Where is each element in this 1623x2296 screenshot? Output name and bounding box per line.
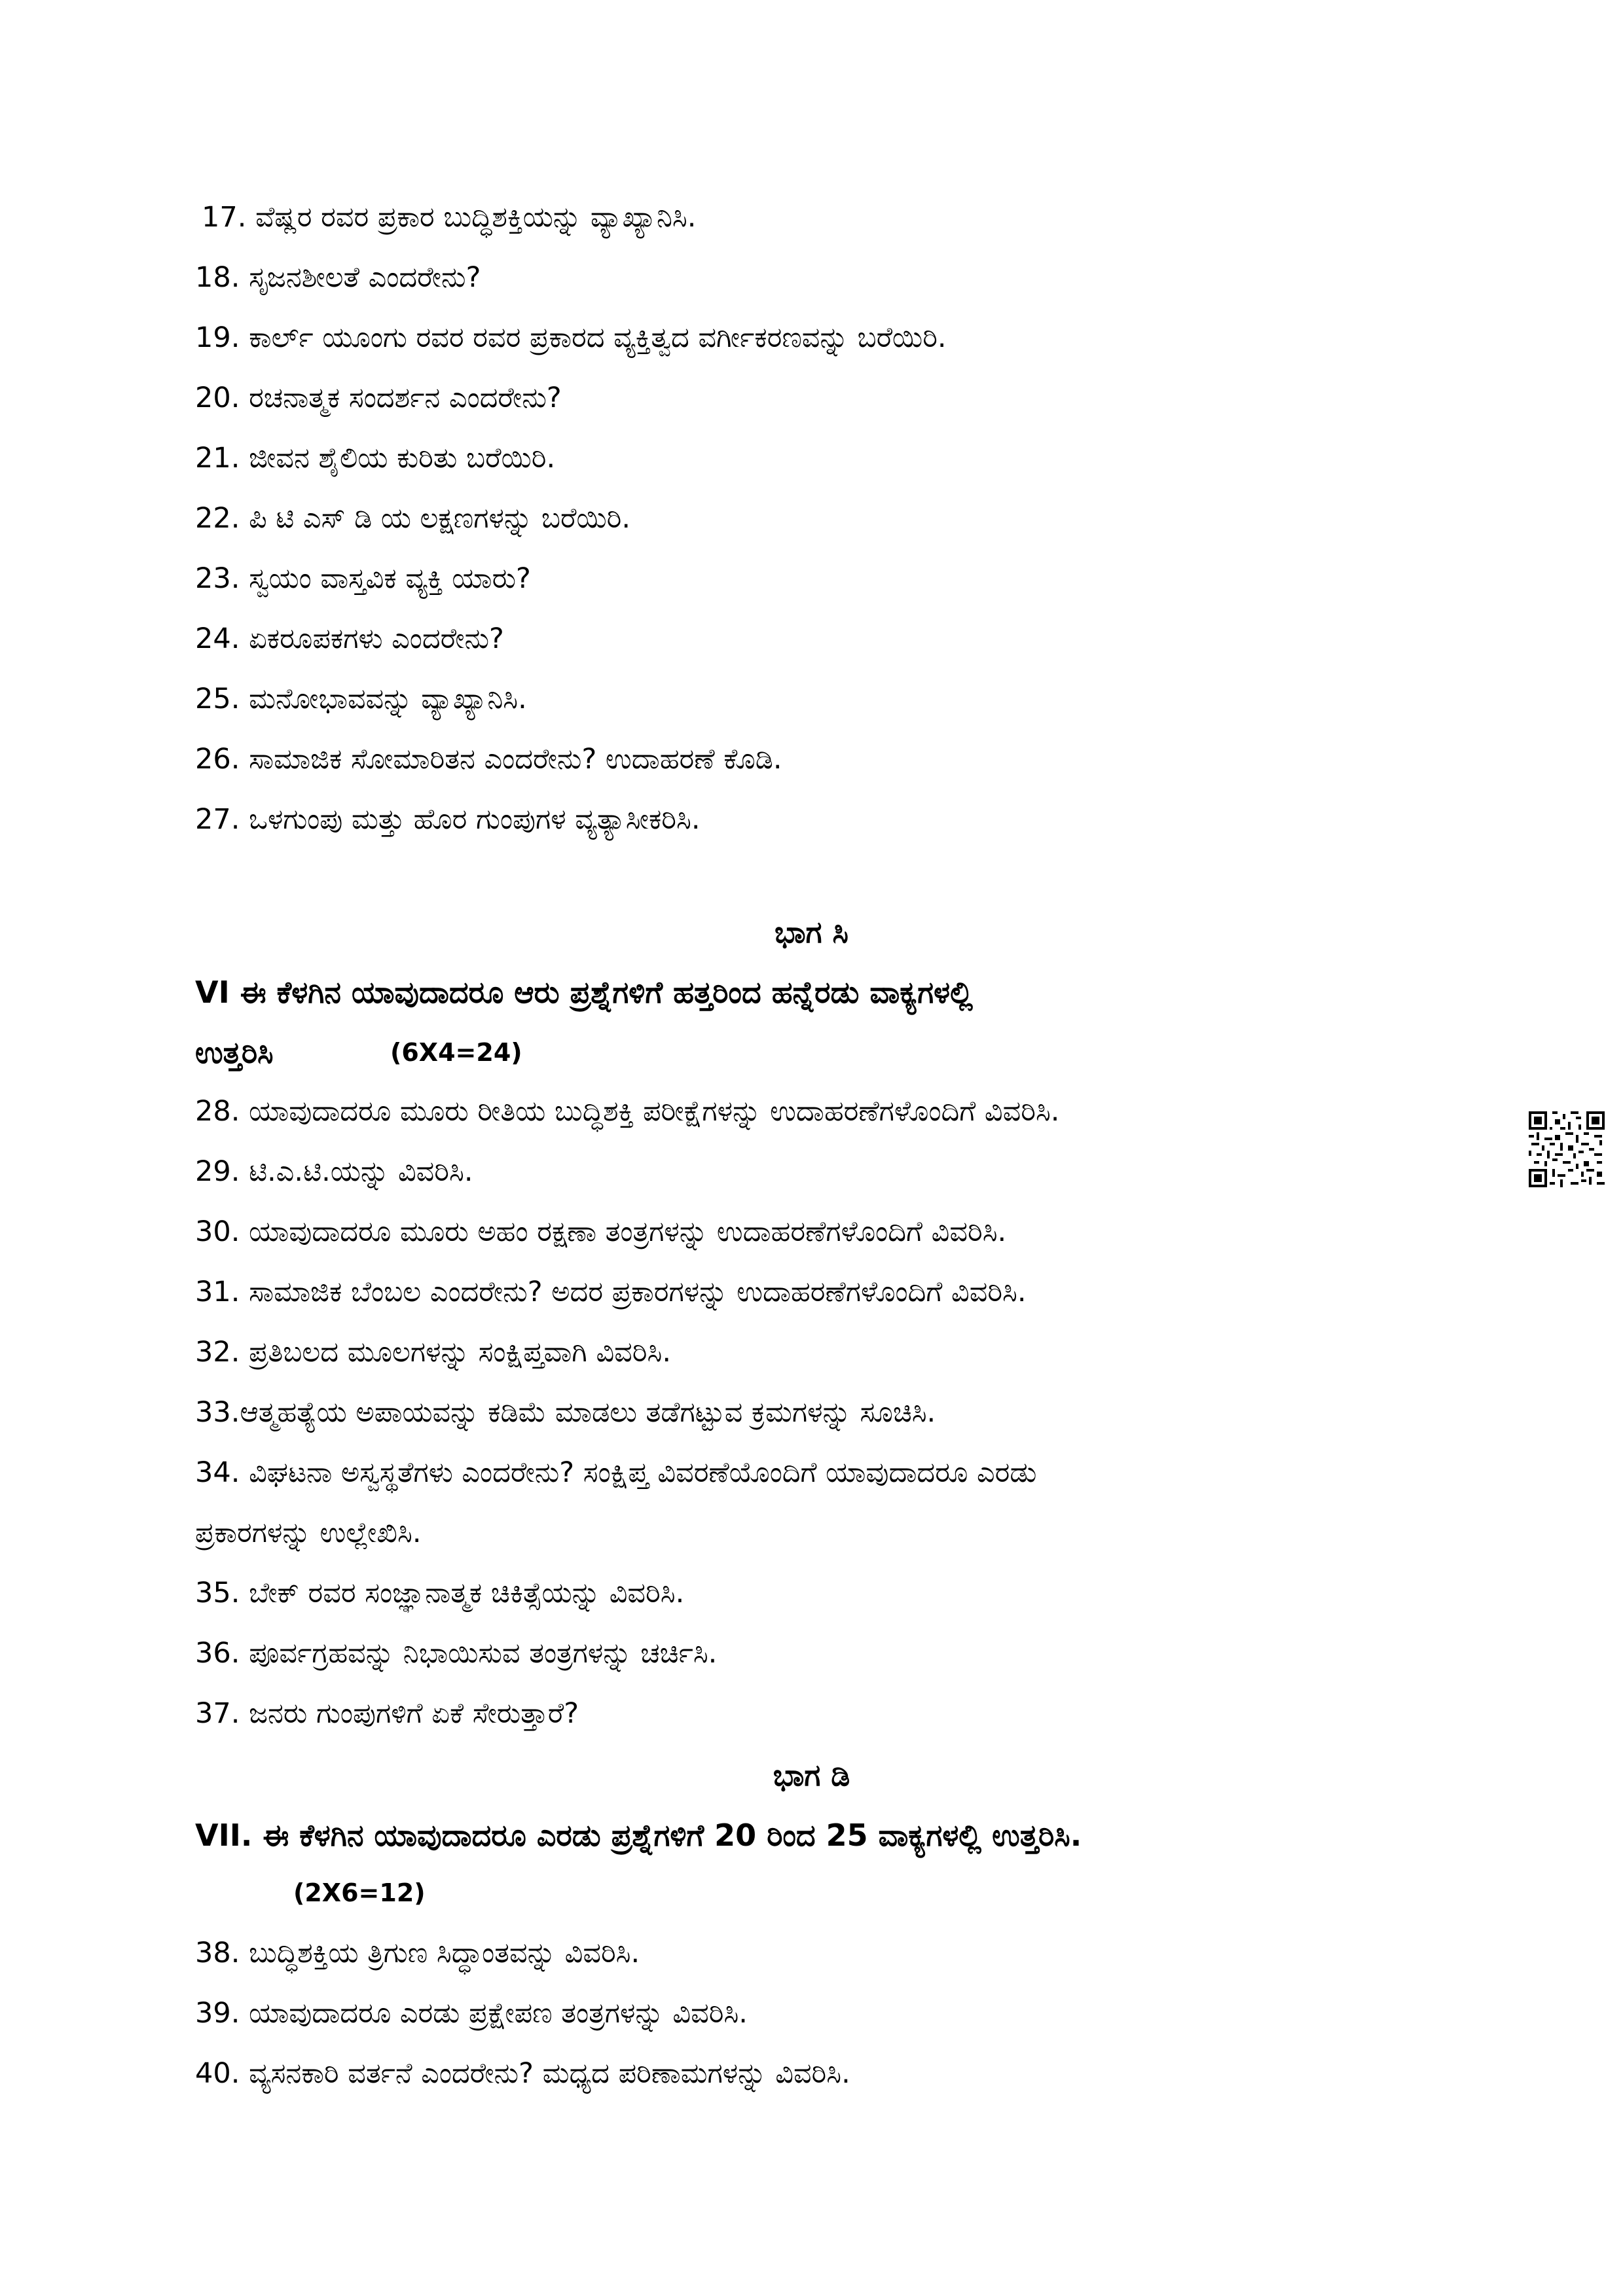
qr-code-icon	[1529, 1111, 1605, 1187]
section-d-instruction: VII. ಈ ಕೆಳಗಿನ ಯಾವುದಾದರೂ ಎರಡು ಪ್ರಶ್ನೆಗಳಿಗೆ 20 ರಿಂದ 25 ವಾಕ್ಯಗಳಲ್ಲಿ ಉತ್ತರಿಸಿ.	[195, 1818, 1082, 1853]
question-37: 37. ಜನರು ಗುಂಪುಗಳಿಗೆ ಏಕೆ ಸೇರುತ್ತಾರೆ?	[195, 1697, 579, 1730]
question-18: 18. ಸೃಜನಶೀಲತೆ ಎಂದರೇನು?	[195, 261, 481, 294]
question-33: 33.ಆತ್ಮಹತ್ಯೆಯ ಅಪಾಯವನ್ನು ಕಡಿಮೆ ಮಾಡಲು ತಡೆಗಟ್ಟುವ ಕ್ರಮಗಳನ್ನು ಸೂಚಿಸಿ.	[195, 1396, 936, 1429]
question-17: 17. ವೆಷ್ಲರ ರವರ ಪ್ರಕಾರ ಬುದ್ಧಿಶಕ್ತಿಯನ್ನು ವ್ಯಾಖ್ಯಾನಿಸಿ.	[202, 201, 697, 234]
question-19: 19. ಕಾರ್ಲ್ ಯೂಂಗು ರವರ ರವರ ಪ್ರಕಾರದ ವ್ಯಕ್ತಿತ್ವದ ವರ್ಗೀಕರಣವನ್ನು ಬರೆಯಿರಿ.	[195, 321, 947, 354]
question-27: 27. ಒಳಗುಂಪು ಮತ್ತು ಹೊರ ಗುಂಪುಗಳ ವ್ಯತ್ಯಾಸೀಕರಿಸಿ.	[195, 803, 701, 836]
question-39: 39. ಯಾವುದಾದರೂ ಎರಡು ಪ್ರಕ್ಷೇಪಣ ತಂತ್ರಗಳನ್ನು ವಿವರಿಸಿ.	[195, 1997, 748, 2030]
question-29: 29. ಟಿ.ಎ.ಟಿ.ಯನ್ನು ವಿವರಿಸಿ.	[195, 1155, 473, 1188]
question-34-continued: ಪ್ರಕಾರಗಳನ್ನು ಉಲ್ಲೇಖಿಸಿ.	[195, 1516, 422, 1549]
section-d-heading: ಭಾಗ ಡಿ	[773, 1757, 850, 1793]
question-23: 23. ಸ್ವಯಂ ವಾಸ್ತವಿಕ ವ್ಯಕ್ತಿ ಯಾರು?	[195, 562, 531, 595]
question-34: 34. ವಿಘಟನಾ ಅಸ್ವಸ್ಥತೆಗಳು ಎಂದರೇನು? ಸಂಕ್ಷಿಪ್ತ ವಿವರಣೆಯೊಂದಿಗೆ ಯಾವುದಾದರೂ ಎರಡು	[195, 1456, 1037, 1489]
question-22: 22. ಪಿ ಟಿ ಎಸ್ ಡಿ ಯ ಲಕ್ಷಣಗಳನ್ನು ಬರೆಯಿರಿ.	[195, 502, 631, 535]
section-c-instruction: VI ಈ ಕೆಳಗಿನ ಯಾವುದಾದರೂ ಆರು ಪ್ರಶ್ನೆಗಳಿಗೆ ಹತ್ತರಿಂದ ಹನ್ನೆರಡು ವಾಕ್ಯಗಳಲ್ಲಿ	[195, 975, 973, 1010]
question-26: 26. ಸಾಮಾಜಿಕ ಸೋಮಾರಿತನ ಎಂದರೇನು? ಉದಾಹರಣೆ ಕೊಡಿ.	[195, 743, 782, 776]
section-d-marks: (2X6=12)	[293, 1878, 426, 1907]
section-c-heading: ಭಾಗ ಸಿ	[775, 914, 848, 950]
section-c-marks: (6X4=24)	[390, 1038, 522, 1067]
question-32: 32. ಪ್ರತಿಬಲದ ಮೂಲಗಳನ್ನು ಸಂಕ್ಷಿಪ್ತವಾಗಿ ವಿವರಿಸಿ.	[195, 1336, 671, 1369]
section-c-instruction-cont: ಉತ್ತರಿಸಿ	[195, 1035, 274, 1070]
question-21: 21. ಜೀವನ ಶೈಲಿಯ ಕುರಿತು ಬರೆಯಿರಿ.	[195, 442, 556, 475]
question-31: 31. ಸಾಮಾಜಿಕ ಬೆಂಬಲ ಎಂದರೇನು? ಅದರ ಪ್ರಕಾರಗಳನ್ನು ಉದಾಹರಣೆಗಳೊಂದಿಗೆ ವಿವರಿಸಿ.	[195, 1276, 1027, 1308]
question-28: 28. ಯಾವುದಾದರೂ ಮೂರು ರೀತಿಯ ಬುದ್ಧಿಶಕ್ತಿ ಪರೀಕ್ಷೆಗಳನ್ನು ಉದಾಹರಣೆಗಳೊಂದಿಗೆ ವಿವರಿಸಿ.	[195, 1095, 1060, 1128]
question-24: 24. ಏಕರೂಪಕಗಳು ಎಂದರೇನು?	[195, 622, 504, 655]
question-35: 35. ಬೇಕ್ ರವರ ಸಂಜ್ಞಾನಾತ್ಮಕ ಚಿಕಿತ್ಸೆಯನ್ನು ವಿವರಿಸಿ.	[195, 1577, 685, 1609]
question-30: 30. ಯಾವುದಾದರೂ ಮೂರು ಅಹಂ ರಕ್ಷಣಾ ತಂತ್ರಗಳನ್ನು ಉದಾಹರಣೆಗಳೊಂದಿಗೆ ವಿವರಿಸಿ.	[195, 1215, 1007, 1248]
question-36: 36. ಪೂರ್ವಗ್ರಹವನ್ನು ನಿಭಾಯಿಸುವ ತಂತ್ರಗಳನ್ನು ಚರ್ಚಿಸಿ.	[195, 1637, 718, 1670]
question-25: 25. ಮನೋಭಾವವನ್ನು ವ್ಯಾಖ್ಯಾನಿಸಿ.	[195, 683, 527, 715]
question-38: 38. ಬುದ್ಧಿಶಕ್ತಿಯ ತ್ರಿಗುಣ ಸಿದ್ಧಾಂತವನ್ನು ವಿವರಿಸಿ.	[195, 1937, 640, 1969]
question-20: 20. ರಚನಾತ್ಮಕ ಸಂದರ್ಶನ ಎಂದರೇನು?	[195, 382, 562, 414]
question-40: 40. ವ್ಯಸನಕಾರಿ ವರ್ತನೆ ಎಂದರೇನು? ಮಧ್ಯದ ಪರಿಣಾಮಗಳನ್ನು ವಿವರಿಸಿ.	[195, 2057, 850, 2090]
